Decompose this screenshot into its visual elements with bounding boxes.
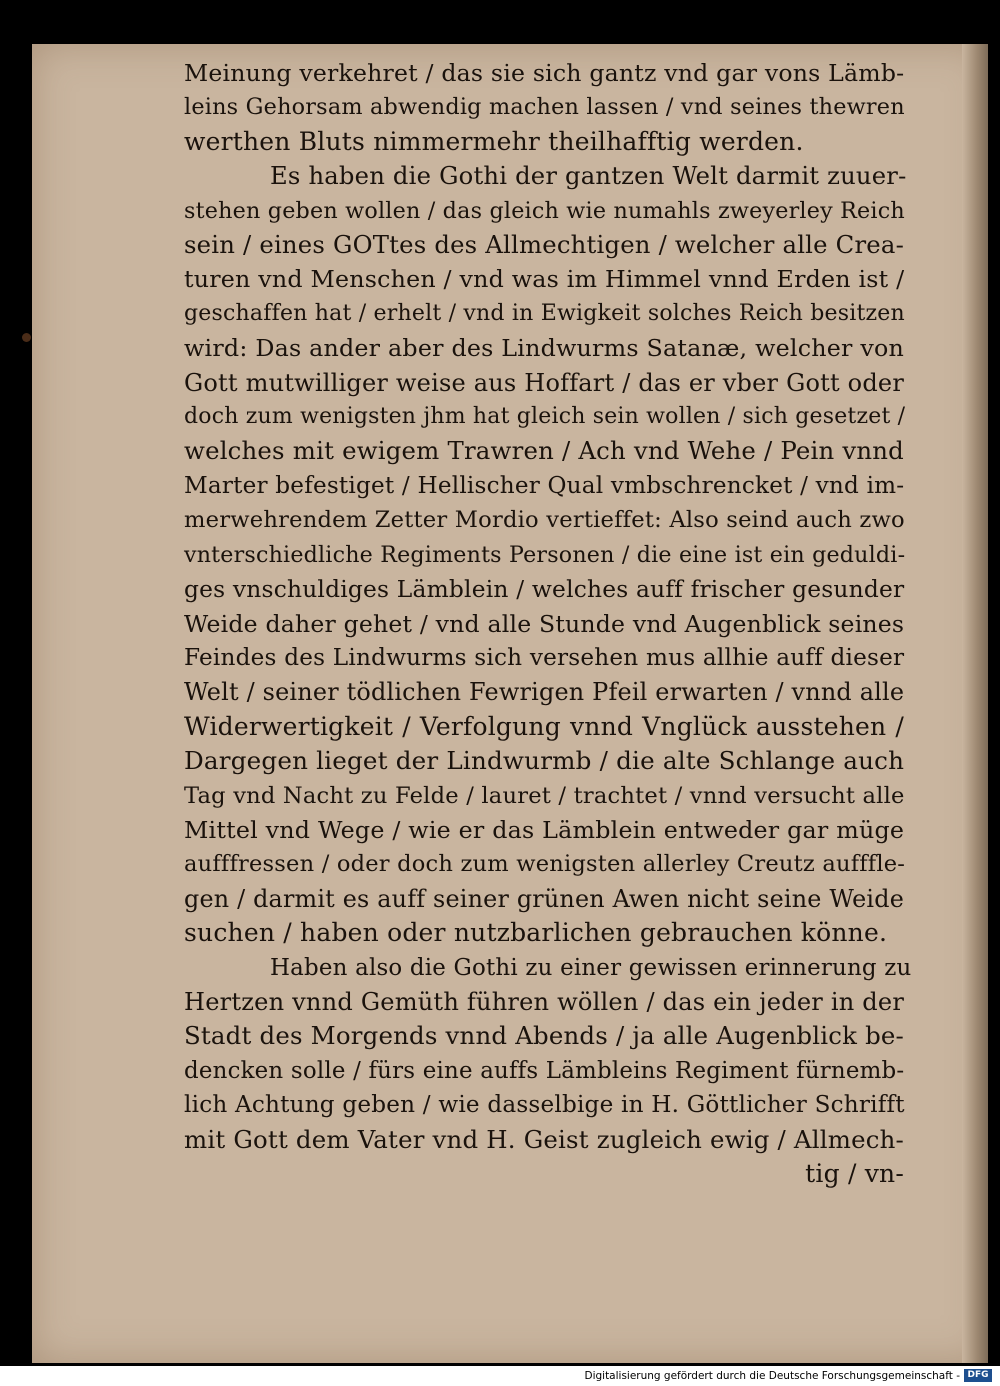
text-line: vnterschiedliche Regiments Personen / die eine ist ein geduldi- bbox=[184, 541, 906, 568]
text-line: wird: Das ander aber des Lindwurms Satanæ, welcher von bbox=[184, 334, 904, 363]
ink-spot bbox=[22, 333, 31, 342]
text-line: sein / eines GOTtes des Allmechtigen / welcher alle Crea- bbox=[184, 230, 904, 260]
text-line: Stadt des Morgends vnnd Abends / ja alle Augenblick be- bbox=[184, 1021, 904, 1051]
text-line: dencken solle / fürs eine auffs Lämbleins Regiment fürnemb- bbox=[184, 1057, 905, 1084]
page-text bbox=[184, 56, 912, 1191]
text-line: werthen Bluts nimmermehr theilhafftig werden. bbox=[184, 126, 804, 156]
catchword: tig / vn- bbox=[805, 1159, 904, 1188]
text-line: geschaffen hat / erhelt / vnd in Ewigkeit solches Reich besitzen bbox=[184, 300, 905, 326]
text-line: suchen / haben oder nutzbarlichen gebrauchen könne. bbox=[184, 918, 888, 948]
text-line: aufffressen / oder doch zum wenigsten allerley Creutz aufffle- bbox=[184, 851, 906, 878]
text-line: gen / darmit es auff seiner grünen Awen nicht seine Weide bbox=[184, 884, 904, 913]
text-line: Hertzen vnnd Gemüth führen wöllen / das ein jeder in der bbox=[184, 987, 905, 1016]
text-line: Widerwertigkeit / Verfolgung vnnd Vnglück ausstehen / bbox=[184, 711, 904, 741]
footer-bar bbox=[0, 1366, 1000, 1386]
dfg-logo: DFG bbox=[964, 1369, 992, 1382]
text-line: Mittel vnd Wege / wie er das Lämblein entweder gar müge bbox=[184, 815, 905, 844]
text-line: Es haben die Gothi der gantzen Welt darmit zuuer- bbox=[270, 161, 907, 191]
funding-credit: Digitalisierung gefördert durch die Deutsche Forschungsgemeinschaft - bbox=[584, 1370, 960, 1382]
text-line: welches mit ewigem Trawren / Ach vnd Wehe / Pein vnnd bbox=[184, 436, 904, 466]
text-line: Welt / seiner tödlichen Fewrigen Pfeil erwarten / vnnd alle bbox=[184, 678, 905, 707]
text-line: Tag vnd Nacht zu Felde / lauret / trachtet / vnnd versucht alle bbox=[184, 782, 905, 809]
text-line: Dargegen lieget der Lindwurmb / die alte Schlange auch bbox=[184, 746, 905, 776]
text-line: lich Achtung geben / wie dasselbige in H. Göttlicher Schrifft bbox=[184, 1092, 905, 1119]
text-line: leins Gehorsam abwendig machen lassen / vnd seines thewren bbox=[184, 94, 905, 121]
text-line: merwehrendem Zetter Mordio vertieffet: Also seind auch zwo bbox=[184, 507, 905, 534]
text-line: Marter befestiget / Hellischer Qual vmbschrencket / vnd im- bbox=[184, 472, 905, 499]
text-line: turen vnd Menschen / vnd was im Himmel vnnd Erden ist / bbox=[184, 265, 905, 294]
text-line: Feindes des Lindwurms sich versehen mus allhie auff dieser bbox=[184, 644, 905, 671]
text-line: ges vnschuldiges Lämblein / welches auff frischer gesunder bbox=[184, 575, 905, 604]
text-line: stehen geben wollen / das gleich wie numahls zweyerley Reich bbox=[184, 197, 905, 224]
text-line: Weide daher gehet / vnd alle Stunde vnd Augenblick seines bbox=[184, 609, 905, 638]
text-line: Haben also die Gothi zu einer gewissen erinnerung zu bbox=[270, 954, 912, 981]
text-line: doch zum wenigsten jhm hat gleich sein wollen / sich gesetzet / bbox=[184, 404, 906, 430]
page-gutter bbox=[962, 44, 988, 1363]
text-line: mit Gott dem Vater vnd H. Geist zugleich ewig / Allmech- bbox=[184, 1124, 904, 1154]
text-line: Meinung verkehret / das sie sich gantz vnd gar vons Lämb- bbox=[184, 59, 905, 87]
text-line: Gott mutwilliger weise aus Hoffart / das er vber Gott oder bbox=[184, 368, 904, 397]
